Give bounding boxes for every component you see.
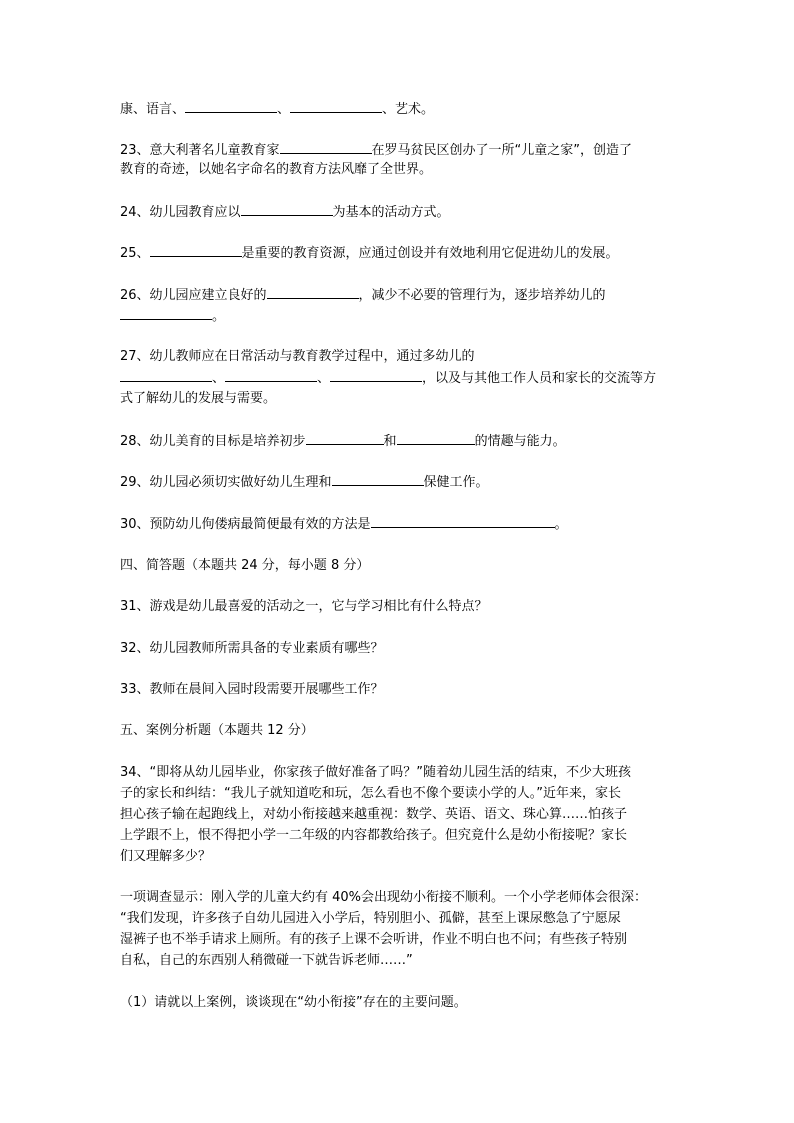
q34-line: 34、“即将从幼儿园毕业，你家孩子做好准备了吗？”随着幼儿园生活的结束，不少大班孩	[120, 765, 632, 780]
answer-blank[interactable]	[120, 306, 212, 320]
answer-blank[interactable]	[150, 243, 242, 257]
q22-prefix: 康、语言、	[120, 102, 186, 117]
answer-blank[interactable]	[306, 431, 384, 445]
q25-prefix: 25、	[120, 246, 150, 261]
q28-mid: 和	[383, 434, 397, 449]
question-26-line1	[120, 285, 606, 305]
question-23-line2: 教育的奇迹，以她名字命名的教育方法风靡了全世界。	[120, 162, 433, 177]
question-26-line2	[120, 306, 225, 326]
question-25-line	[120, 243, 619, 263]
question-30-line	[120, 514, 568, 534]
question-31: 31、游戏是幼儿最喜爱的活动之一，它与学习相比有什么特点？	[120, 599, 488, 614]
question-29-line	[120, 472, 489, 492]
answer-blank[interactable]	[332, 472, 424, 486]
question-22-line	[120, 99, 434, 119]
q29-suffix: 保健工作。	[423, 475, 489, 490]
answer-blank[interactable]	[371, 514, 555, 528]
question-27-line3: 式了解幼儿的发展与需要。	[120, 391, 277, 406]
q26-prefix: 26、幼儿园应建立良好的	[120, 288, 267, 303]
q23-suffix: 在罗马贫民区创办了一所“儿童之家”，创造了	[371, 143, 633, 158]
answer-blank[interactable]	[397, 431, 475, 445]
q29-prefix: 29、幼儿园必须切实做好幼儿生理和	[120, 475, 332, 490]
survey-line: 一项调查显示：刚入学的儿童大约有 40%会出现幼小衔接不顺利。一个小学老师体会很深：	[120, 890, 648, 905]
question-33: 33、教师在晨间入园时段需要开展哪些工作？	[120, 682, 384, 697]
section-5-title: 五、案例分析题（本题共 12 分）	[120, 723, 314, 738]
question-27-line2	[120, 368, 656, 388]
question-24-line	[120, 202, 450, 222]
sub-question-1: （1）请就以上案例，谈谈现在“幼小衔接”存在的主要问题。	[120, 995, 467, 1010]
q30-prefix: 30、预防幼儿佝偻病最简便最有效的方法是	[120, 517, 371, 532]
answer-blank[interactable]	[120, 368, 212, 382]
answer-blank[interactable]	[290, 99, 382, 113]
q26-end: 。	[212, 309, 226, 324]
q34-line: 们又理解多少？	[120, 849, 212, 864]
q28-suffix: 的情趣与能力。	[474, 434, 566, 449]
q28-prefix: 28、幼儿美育的目标是培养初步	[120, 434, 306, 449]
question-23-line1	[120, 140, 632, 160]
survey-line: “我们发现，许多孩子自幼儿园进入小学后，特别胆小、孤僻，甚至上课尿憋急了宁愿尿	[120, 911, 621, 926]
q22-sep: 、	[277, 102, 291, 117]
q22-suffix: 、艺术。	[382, 102, 435, 117]
answer-blank[interactable]	[241, 202, 333, 216]
survey-line: 自私，自己的东西别人稍微碰一下就告诉老师……”	[120, 953, 413, 968]
answer-blank[interactable]	[225, 368, 317, 382]
q34-line: 担心孩子输在起跑线上，对幼小衔接越来越重视：数学、英语、语文、珠心算……怕孩子	[120, 807, 628, 822]
answer-blank[interactable]	[280, 140, 372, 154]
q24-prefix: 24、幼儿园教育应以	[120, 205, 241, 220]
question-32: 32、幼儿园教师所需具备的专业素质有哪些？	[120, 641, 384, 656]
q27-sep: 、	[212, 371, 226, 386]
answer-blank[interactable]	[185, 99, 277, 113]
q34-line: 子的家长和纠结：“我儿子就知道吃和玩，怎么看也不像个要读小学的人。”近年来，家长	[120, 786, 621, 801]
q34-line: 上学跟不上，恨不得把小学一二年级的内容都教给孩子。但究竟什么是幼小衔接呢？家长	[120, 828, 628, 843]
q26-suffix: ，减少不必要的管理行为，逐步培养幼儿的	[358, 288, 606, 303]
q23-prefix: 23、意大利著名儿童教育家	[120, 143, 280, 158]
q25-suffix: 是重要的教育资源，应通过创设并有效地利用它促进幼儿的发展。	[241, 246, 619, 261]
question-28-line	[120, 431, 566, 451]
q24-suffix: 为基本的活动方式。	[332, 205, 450, 220]
q27-sep: 、	[317, 371, 331, 386]
answer-blank[interactable]	[330, 368, 422, 382]
answer-blank[interactable]	[267, 285, 359, 299]
q27-suffix: ，以及与其他工作人员和家长的交流等方	[422, 371, 657, 386]
q30-suffix: 。	[554, 517, 568, 532]
question-27-line1: 27、幼儿教师应在日常活动与教育教学过程中，通过多幼儿的	[120, 349, 475, 364]
survey-line: 湿裤子也不举手请求上厕所。有的孩子上课不会听讲，作业不明白也不问；有些孩子特别	[120, 932, 628, 947]
section-4-title: 四、简答题（本题共 24 分，每小题 8 分）	[120, 558, 370, 573]
